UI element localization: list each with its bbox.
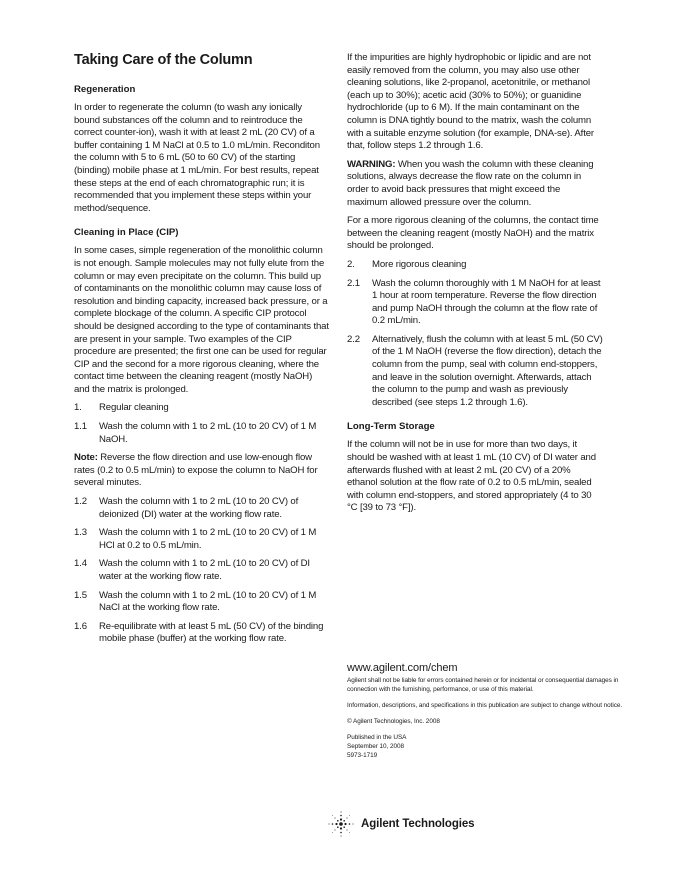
step-number: 1.2 bbox=[74, 496, 87, 508]
step-number: 2.2 bbox=[347, 333, 360, 345]
rigorous-paragraph: For a more rigorous cleaning of the columns, the contact time between the cleaning reagent (mostly NaOH) and the matrix should be prolonged. bbox=[347, 215, 599, 252]
step-text: Wash the column with 1 to 2 mL (10 to 20 CV) of 1 M HCl at 0.2 to 0.5 mL/min. bbox=[99, 527, 317, 551]
liability-disclaimer: Agilent shall not be liable for errors contained herein or for incidental or consequential damages in connection with the furnishing, performance, or use of this material. bbox=[347, 677, 619, 693]
agilent-logo bbox=[325, 808, 474, 840]
step-text: Wash the column with 1 to 2 mL (10 to 20 CV) of 1 M NaOH. bbox=[99, 421, 317, 445]
regeneration-body: In order to regenerate the column (to wash any ionically bound substances off the column and to reintroduce the correct counter-ion), wash it with at least 2 mL (20 CV) of a buffer containing 1 M NaCl at 0.5 to 1.0 mL/min. Reconditon the column with 5 to 6 mL (50 to 60 CV) of the starting (binding) mobile phase at 1 mL/min. For best results, repeat these steps at the end of each chromatographic run; it is recommended that you implement these steps within your method/sequence. bbox=[74, 102, 320, 214]
step-number: 1.4 bbox=[74, 558, 87, 570]
cip-body: In some cases, simple regeneration of the monolithic column is not enough. Sample molecules may not fully elute from the column or may even precipitate on the column. This build up of contaminants on the monolithic column may cause loss of resolution and binding capacity, increased back pressure, or a complete blockage of the column. A specific CIP protocol should be designed according to the type of contaminants that are present in your sample. Two examples of the CIP procedure are presented; the first one can be used for regular CIP and the second for a more rigorous cleaning, where the contact time between the cleaning reagent (mostly NaOH) and the matrix is prolonged. bbox=[74, 245, 329, 395]
note-paragraph bbox=[74, 452, 330, 490]
step-number: 2.1 bbox=[347, 277, 360, 289]
step-1-5 bbox=[74, 590, 330, 615]
footer bbox=[347, 662, 647, 760]
step-1-6 bbox=[74, 621, 330, 646]
warning-label: WARNING: bbox=[347, 158, 396, 170]
step-number: 1. bbox=[74, 402, 82, 414]
warning-text: When you wash the column with these cleaning solutions, always decrease the flow rate on the column in order to avoid back pressures that might exceed the maximum allowed pressure over the column. bbox=[347, 158, 594, 208]
storage-heading: Long-Term Storage bbox=[347, 421, 435, 433]
step-text: Alternatively, flush the column with at least 5 mL (50 CV) of the 1 M NaOH (reverse the flow direction), detach the column from the pump, seal with column end-stoppers, and leave in the solution overnight. Afterwards, attach the column to the pump and wash as previously described (see steps 1.2 through 1.6). bbox=[372, 333, 603, 408]
step-text: Re-equilibrate with at least 5 mL (50 CV) of the binding mobile phase (buffer) at the working flow rate. bbox=[99, 620, 324, 645]
page-title: Taking Care of the Column bbox=[74, 52, 253, 68]
cip-heading: Cleaning in Place (CIP) bbox=[74, 227, 179, 239]
step-number: 1.1 bbox=[74, 421, 87, 433]
published-date: September 10, 2008 bbox=[347, 743, 405, 750]
regeneration-heading: Regeneration bbox=[74, 84, 136, 95]
step-number: 1.3 bbox=[74, 527, 87, 539]
left-column bbox=[74, 52, 330, 652]
step-text: Wash the column with 1 to 2 mL (10 to 20 CV) of DI water at the working flow rate. bbox=[99, 558, 310, 582]
note-text: Reverse the flow direction and use low-enough flow rates (0.2 to 0.5 mL/min) to expose the column to NaOH for several minutes. bbox=[74, 452, 318, 489]
right-column bbox=[347, 52, 603, 521]
agilent-spark-icon bbox=[325, 808, 357, 840]
impurities-paragraph: If the impurities are highly hydrophobic or lipidic and are not easily removed from the column, you may also use other cleaning solutions, like 2-propanol, acetonitrile, or methanol (each up to 30%); acetic acid (30% to 50%); or guanidine hydrochloride (up to 6 M). If the main contaminant on the column is DNA tightly bound to the matrix, wash the column with a suitable enzyme solution (for example, DNA-se). After that, follow steps 1.2 through 1.6. bbox=[347, 52, 594, 152]
step-2-1 bbox=[347, 278, 603, 328]
note-label: Note: bbox=[74, 452, 98, 464]
step-number: 2. bbox=[347, 258, 355, 270]
info-disclaimer: Information, descriptions, and specifications in this publication are subject to change without notice. bbox=[347, 702, 623, 709]
step-1-1 bbox=[74, 421, 330, 446]
brand-name: Agilent Technologies bbox=[361, 818, 475, 830]
warning-paragraph bbox=[347, 159, 603, 209]
step-number: 1.6 bbox=[74, 620, 87, 632]
storage-body: If the column will not be in use for more than two days, it should be washed with at least 1 mL (10 CV) of DI water and afterwards flushed with at least 2 mL (20 CV) of a 20% ethanol solution at the flow rate of 0.2 to 0.5 mL/min, sealed with column end-stoppers, and stored appropriately (4 to 30 °C [39 to 73 °F]). bbox=[347, 439, 596, 514]
step-text: Wash the column with 1 to 2 mL (10 to 20 CV) of 1 M NaCl at the working flow rate. bbox=[99, 589, 317, 614]
step-text: Wash the column with 1 to 2 mL (10 to 20 CV) of deionized (DI) water at the working flow rate. bbox=[99, 496, 299, 520]
part-number: 5973-1719 bbox=[347, 752, 378, 759]
step-1-2 bbox=[74, 496, 330, 521]
step-number: 1.5 bbox=[74, 589, 87, 601]
step-text: Wash the column thoroughly with 1 M NaOH for at least 1 hour at room temperature. Reverse the flow direction and pump NaOH through the column at the flow rate of 0.2 mL/min. bbox=[372, 277, 601, 327]
step-text: More rigorous cleaning bbox=[372, 258, 467, 270]
step-1 bbox=[74, 402, 330, 415]
step-2 bbox=[347, 259, 603, 272]
published-location: Published in the USA bbox=[347, 734, 407, 741]
copyright: © Agilent Technologies, Inc. 2008 bbox=[347, 718, 440, 725]
step-2-2 bbox=[347, 334, 603, 410]
website-link[interactable]: www.agilent.com/chem bbox=[347, 662, 458, 674]
step-text: Regular cleaning bbox=[99, 402, 169, 414]
step-1-4 bbox=[74, 558, 330, 583]
step-1-3 bbox=[74, 527, 330, 552]
